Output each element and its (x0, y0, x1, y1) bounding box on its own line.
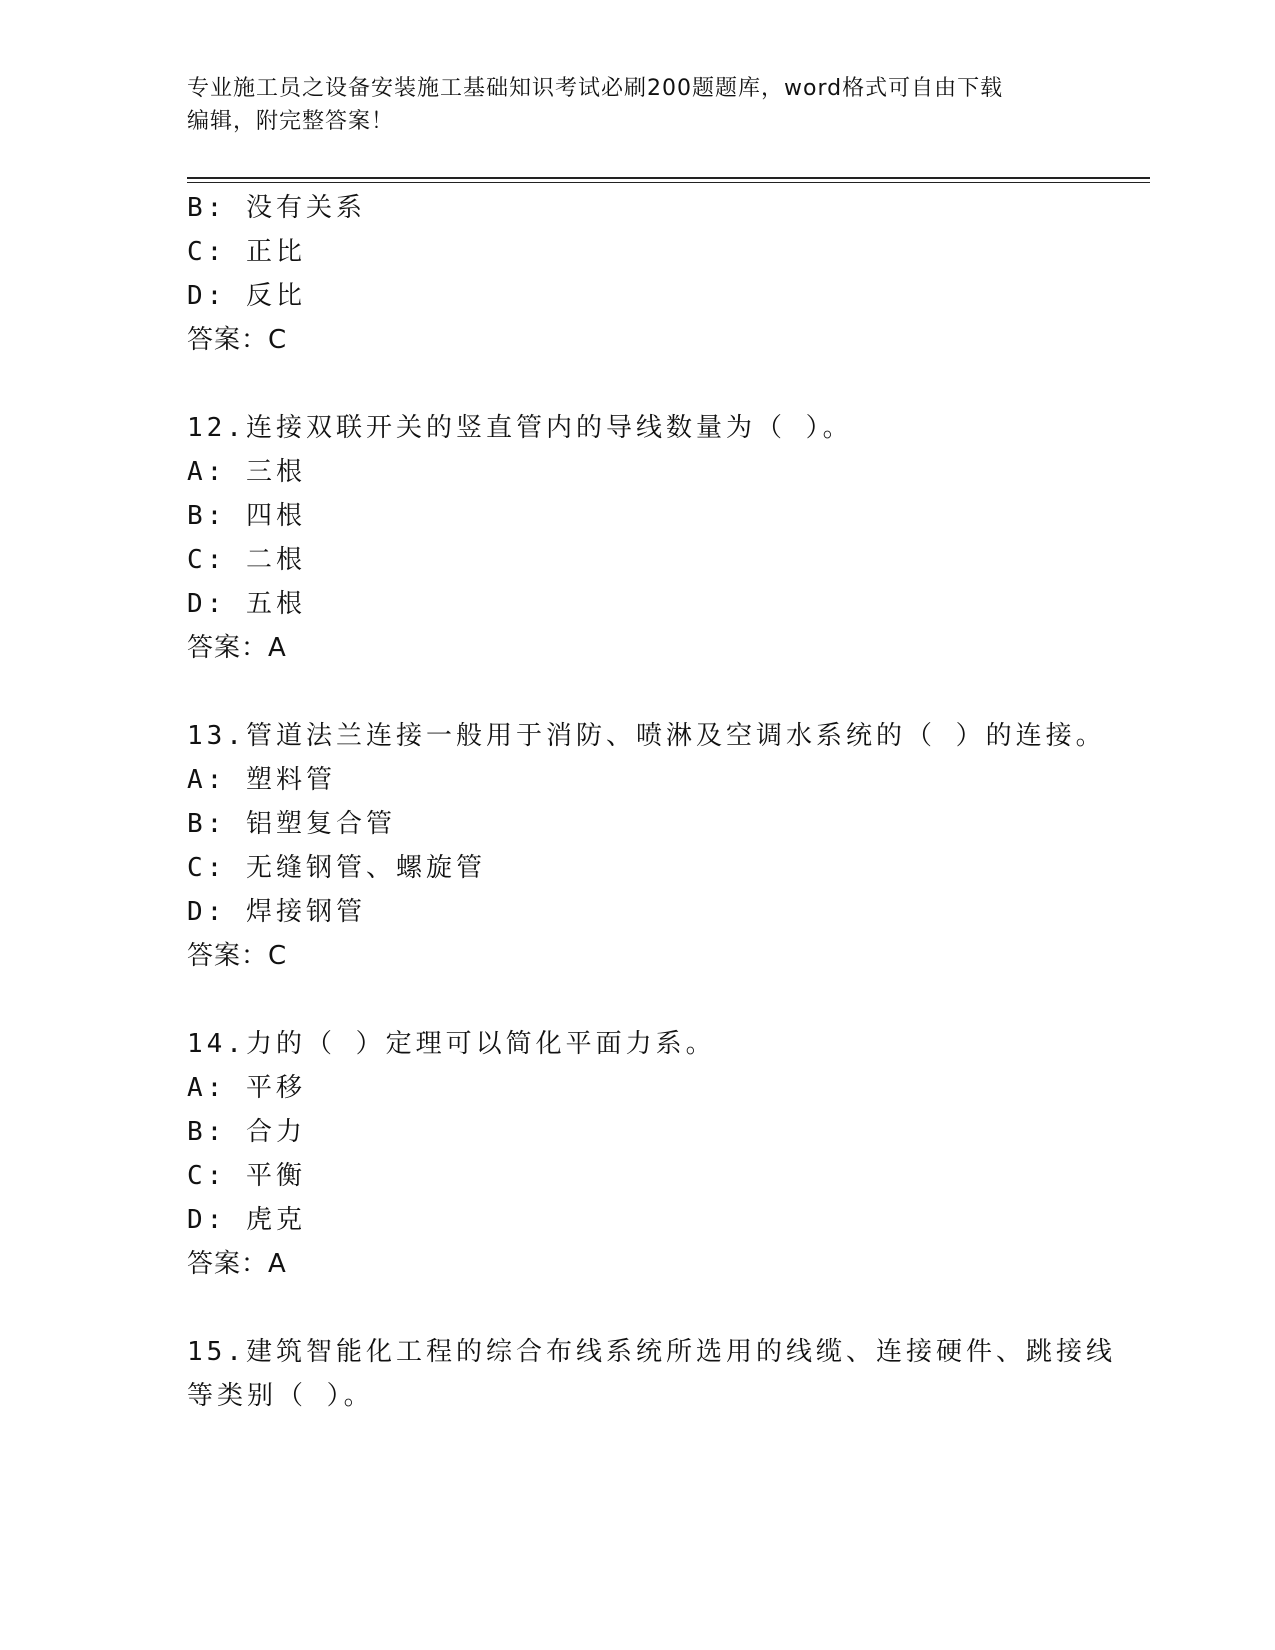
q13-question: 13.管道法兰连接一般用于消防、喷淋及空调水系统的（ ）的连接。 (187, 721, 1106, 751)
header-title-line-2: 编辑，附完整答案！ (187, 109, 395, 134)
q12-option-a: A: 三根 (187, 457, 306, 487)
q14-option-b: B: 合力 (187, 1117, 306, 1147)
q14-answer: 答案：A (187, 1249, 287, 1279)
q11-option-c: C: 正比 (187, 237, 306, 267)
q12-option-d: D: 五根 (187, 589, 306, 619)
q14-option-d: D: 虎克 (187, 1205, 306, 1235)
q14-option-a: A: 平移 (187, 1073, 306, 1103)
q14-option-c: C: 平衡 (187, 1161, 306, 1191)
header-divider-thin (187, 182, 1150, 183)
q13-option-c: C: 无缝钢管、螺旋管 (187, 853, 486, 883)
header-title-line-1: 专业施工员之设备安装施工基础知识考试必刷200题题库，word格式可自由下载 (187, 76, 1004, 101)
q11-option-b: B: 没有关系 (187, 193, 366, 223)
q13-option-b: B: 铝塑复合管 (187, 809, 396, 839)
q11-answer: 答案：C (187, 325, 288, 355)
q12-question: 12.连接双联开关的竖直管内的导线数量为（ ）。 (187, 413, 853, 443)
q13-answer: 答案：C (187, 941, 288, 971)
header-divider-thick (187, 177, 1150, 179)
q12-option-c: C: 二根 (187, 545, 306, 575)
document-header (187, 72, 1087, 138)
q12-answer: 答案：A (187, 633, 287, 663)
q13-option-d: D: 焊接钢管 (187, 897, 366, 927)
q15-question-line-1: 15.建筑智能化工程的综合布线系统所选用的线缆、连接硬件、跳接线 (187, 1337, 1116, 1367)
q14-question: 14.力的（ ）定理可以简化平面力系。 (187, 1029, 716, 1059)
q13-option-a: A: 塑料管 (187, 765, 336, 795)
q11-option-d: D: 反比 (187, 281, 306, 311)
q15-question-line-2: 等类别（ ）。 (187, 1381, 374, 1411)
q12-option-b: B: 四根 (187, 501, 306, 531)
